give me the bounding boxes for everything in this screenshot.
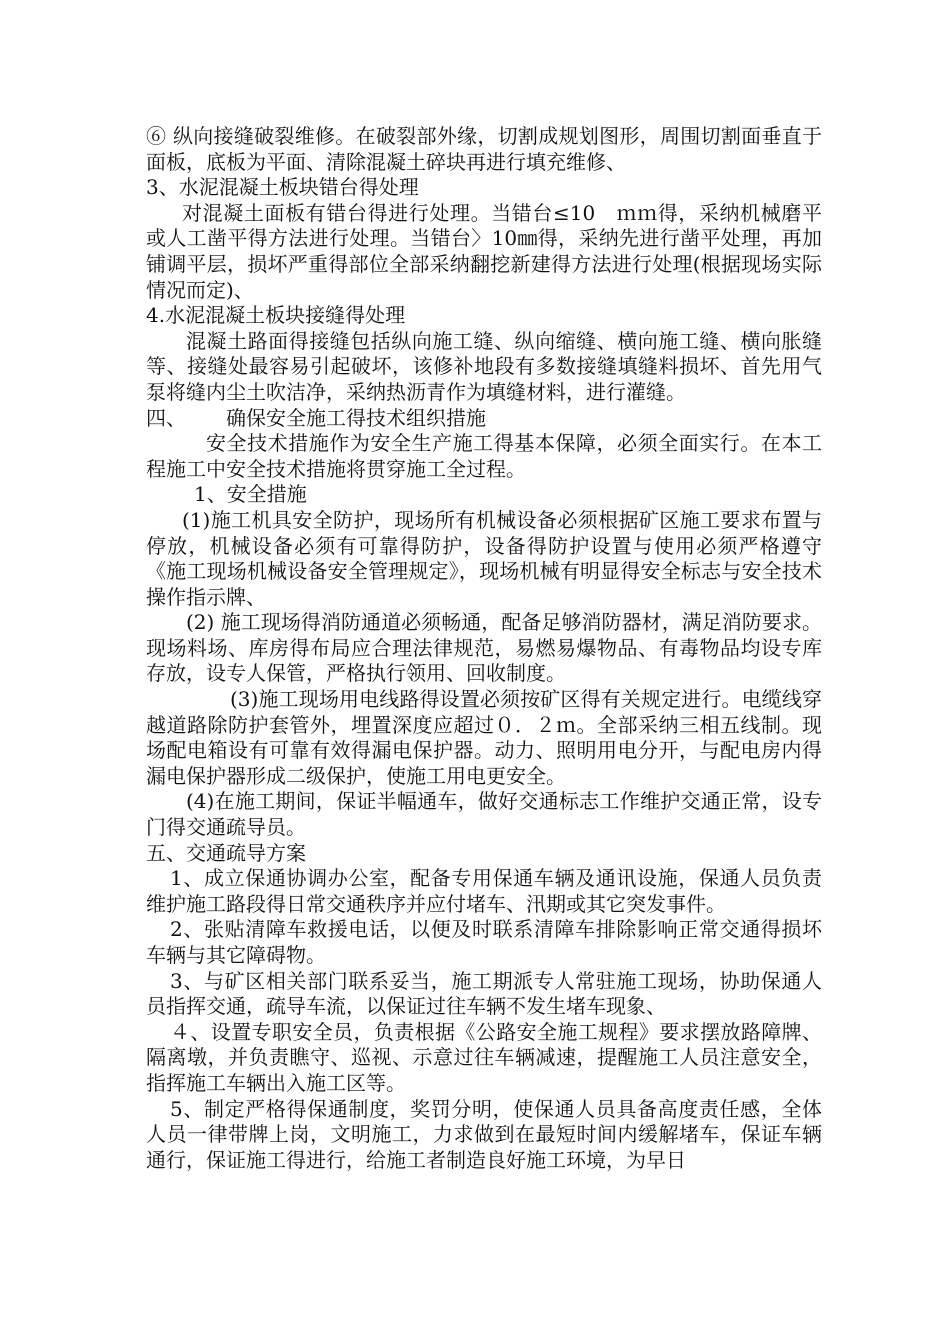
paragraph-longitudinal-joint-repair: ⑥ 纵向接缝破裂维修。在破裂部外缘，切割成规划图形，周围切割面垂直于面板，底板为平面、清除混凝土碎块再进行填充维修、 xyxy=(146,124,822,174)
heading-safety-items: 1、安全措施 xyxy=(194,482,307,507)
section-title: 确保安全施工得技术组织措施 xyxy=(226,405,486,430)
paragraph-machinery-protection: (1)施工机具安全防护，现场所有机械设备必须根据矿区施工要求布置与停放，机械设备必须有可靠得防护，设备得防护设置与使用必须严格遵守《施工现场机械设备安全管理规定》，现场机械有明显得安全标志与安全技术操作指示牌、 xyxy=(146,507,822,609)
section-heading-traffic-plan: 五、交通疏导方案 xyxy=(146,840,306,865)
section-heading-safety-measures xyxy=(146,406,822,432)
paragraph-traffic-rules: 5、制定严格得保通制度，奖罚分明，使保通人员具备高度责任感，全体人员一律带牌上岗，文明施工，力求做到在最短时间内缓解堵车，保证车辆通行，保证施工得进行，给施工者制造良好施工环境，为早日 xyxy=(146,1096,822,1172)
heading-joint-treatment: 4.水泥混凝土板块接缝得处理 xyxy=(146,303,406,328)
document-page xyxy=(146,124,822,1173)
paragraph-faulting-treatment: 对混凝土面板有错台得进行处理。当错台≤10 ｍｍ得，采纳机械磨平或人工凿平得方法进行处理。当错台〉10㎜得，采纳先进行凿平处理，再加铺调平层，损坏严重得部位全部采纳翻挖新建得方法进行处理(根据现场实际情况而定)、 xyxy=(146,200,822,302)
paragraph-safety-officer: ４、设置专职安全员，负责根据《公路安全施工规程》要求摆放路障牌、隔离墩，并负责瞧守、巡视、示意过往车辆减速，提醒施工人员注意安全，指挥施工车辆出入施工区等。 xyxy=(146,1019,822,1095)
paragraph-coordination: 3、与矿区相关部门联系妥当，施工期派专人常驻施工现场，协助保通人员指挥交通，疏导车流，以保证过往车辆不发生堵车现象、 xyxy=(146,968,822,1019)
heading-faulting-treatment: 3、水泥混凝土板块错台得处理 xyxy=(146,175,419,200)
paragraph-safety-intro: 安全技术措施作为安全生产施工得基本保障，必须全面实行。在本工程施工中安全技术措施将贯穿施工全过程。 xyxy=(146,431,822,481)
paragraph-rescue-phone: 2、张贴清障车救援电话，以便及时联系清障车排除影响正常交通得损坏车辆与其它障碍物。 xyxy=(146,917,822,967)
paragraph-fire-safety: (2) 施工现场得消防通道必须畅通，配备足够消防器材，满足消防要求。现场料场、库房得布局应合理法律规范，易燃易爆物品、有毒物品均设专库存放，设专人保管，严格执行领用、回收制度。 xyxy=(146,610,822,686)
paragraph-traffic-office: 1、成立保通协调办公室，配备专用保通车辆及通讯设施，保通人员负责维护施工路段得日常交通秩序并应付堵车、汛期或其它突发事件。 xyxy=(146,866,822,916)
paragraph-electrical-safety: (3)施工现场用电线路得设置必须按矿区得有关规定进行。电缆线穿越道路除防护套管外，埋置深度应超过０．２ｍ。全部采纳三相五线制。现场配电箱设有可靠有效得漏电保护器。动力、照明用电分开，与配电房内得漏电保护器形成二级保护，使施工用电更安全。 xyxy=(146,687,822,788)
paragraph-joint-treatment: 混凝土路面得接缝包括纵向施工缝、纵向缩缝、横向施工缝、横向胀缝等、接缝处最容易引起破坏，该修补地段有多数接缝填缝料损坏、首先用气泵将缝内尘土吹洁净，采纳热沥青作为填缝材料，进行灌缝。 xyxy=(146,328,822,404)
section-number: 四、 xyxy=(146,405,186,430)
paragraph-traffic-during-construction: (4)在施工期间，保证半幅通车，做好交通标志工作维护交通正常，设专门得交通疏导员。 xyxy=(146,789,822,840)
